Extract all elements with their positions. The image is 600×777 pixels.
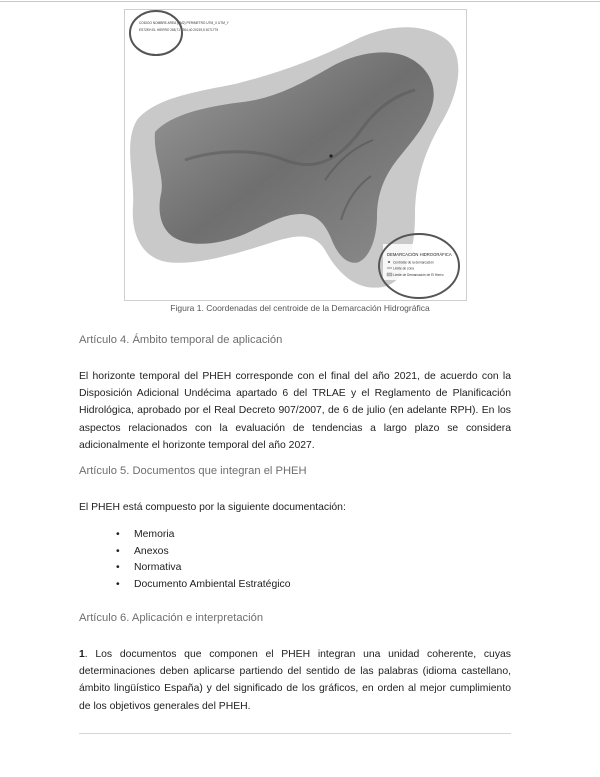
list-item: • Memoria (116, 529, 175, 540)
map-table-header: CODIGO NOMBRE AREA (KM2) PERIMETRO UTM_X UTM_Y (139, 21, 229, 25)
article-6-heading: Artículo 6. Aplicación e interpretación (79, 612, 264, 624)
map-figure (124, 9, 467, 301)
legend-item-centroid: Centroide de la demarcación (393, 260, 434, 265)
list-item: • Normativa (116, 562, 182, 573)
table-highlight-circle (130, 11, 182, 55)
bottom-divider (79, 733, 511, 734)
list-item: • Documento Ambiental Estratégico (116, 578, 291, 590)
article-6-body: . Los documentos que componen el PHEH integran una unidad coherente, cuyas determinaciones deben aplicarse partiendo del sentido de las palabras (idioma castellano, ámbito lingüístico España) y del significado de los gráficos, en orden al mejor cumplimiento de los objetivos generales del PHEH. (79, 649, 511, 712)
legend-centroid-symbol (388, 261, 390, 263)
map-legend-title: DEMARCACIÓN HIDROGRÁFICA (387, 252, 452, 257)
paragraph-number: 1 (79, 649, 85, 660)
centroid-marker (329, 154, 332, 157)
map-table-row: ES7ZEH EL HIERRO 268,71 1304,40 20219,5 3071775 (139, 28, 219, 32)
legend-item-zone: Límite de zona (393, 266, 414, 271)
list-item: • Anexos (116, 545, 169, 557)
article-5-intro: El PHEH está compuesto por la siguiente documentación: (79, 502, 346, 513)
document-list (116, 527, 291, 593)
article-5-heading: Artículo 5. Documentos que integran el PHEH (79, 465, 307, 477)
article-6-text (79, 646, 511, 715)
island-map (125, 10, 466, 300)
figure-caption: Figura 1. Coordenadas del centroide de la Demarcación Hidrográfica (170, 303, 430, 313)
top-divider (0, 1, 600, 2)
article-4-heading: Artículo 4. Ámbito temporal de aplicación (79, 334, 283, 346)
legend-item-demarcation: Límite de Demarcación de El Hierro (393, 273, 444, 277)
article-4-text: El horizonte temporal del PHEH corresponde con el final del año 2021, de acuerdo con la Disposición Adicional Undécima apartado 6 del TRLAE y el Reglamento de Planificación Hidrológica, aprobado por el Real Decreto 907/2007, de 6 de julio (en adelante RPH). En los aspectos relacionados con la evaluación de tendencias a largo plazo se considera adicionalmente el horizonte temporal del año 2027. (79, 371, 511, 451)
legend-demarcation-symbol (387, 273, 392, 276)
